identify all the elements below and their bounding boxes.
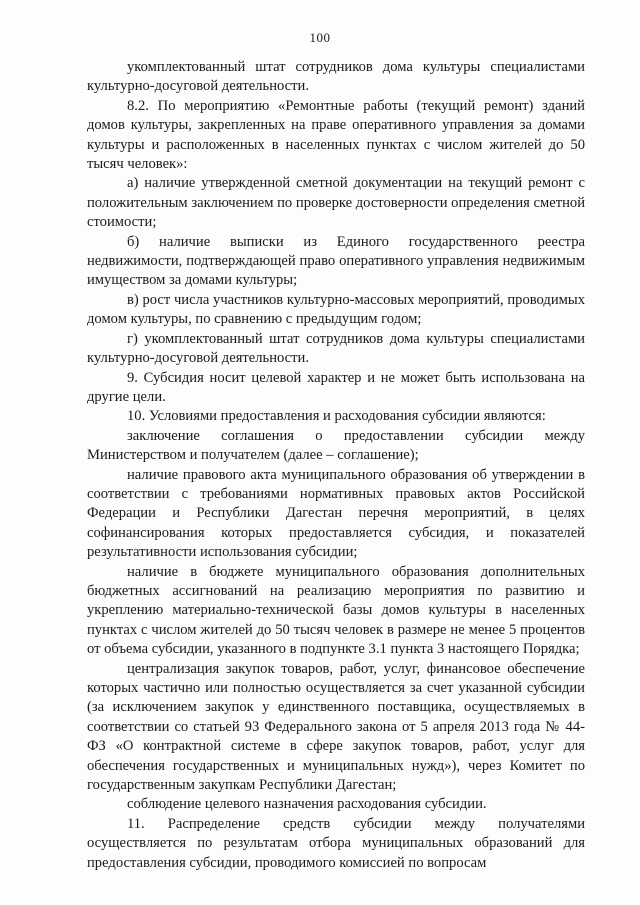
paragraph-item-a: а) наличие утвержденной сметной документации на текущий ремонт с положительным заключением по проверке достоверности определения сметной стоимости; bbox=[87, 175, 585, 231]
paragraph-continuation: укомплектованный штат сотрудников дома культуры специалистами культурно-досуговой деятельности. bbox=[87, 59, 585, 95]
paragraph-condition-procurement: централизация закупок товаров, работ, услуг, финансовое обеспечение которых частично или полностью осуществляется за счет указанной субсидии (за исключением закупок у единственного поставщика, осуществляемых в соответствии со статьей 93 Федерального закона от 5 апреля 2013 года № 44-ФЗ «О контрактной системе в сфере закупок товаров, работ, услуг для обеспечения государственных и муниципальных нужд»), через Комитет по государственным закупкам Республики Дагестан; bbox=[87, 660, 585, 794]
paragraph-8-2: 8.2. По мероприятию «Ремонтные работы (текущий ремонт) зданий домов культуры, закрепленных на праве оперативного управления за домами культуры и расположенных в населенных пунктах с числом жителей до 50 тысяч человек»: bbox=[87, 97, 585, 173]
paragraph-item-b: б) наличие выписки из Единого государственного реестра недвижимости, подтверждающей право оперативного управления недвижимым имуществом за домами культуры; bbox=[87, 233, 585, 289]
paragraph-item-v: в) рост числа участников культурно-массовых мероприятий, проводимых домом культуры, по сравнению с предыдущим годом; bbox=[87, 291, 585, 328]
paragraph-condition-agreement: заключение соглашения о предоставлении субсидии между Министерством и получателем (далее – соглашение); bbox=[87, 427, 585, 464]
paragraph-condition-target-use: соблюдение целевого назначения расходования субсидии. bbox=[127, 796, 487, 813]
paragraph-10: 10. Условиями предоставления и расходования субсидии являются: bbox=[127, 408, 546, 425]
paragraph-item-g: г) укомплектованный штат сотрудников дома культуры специалистами культурно-досуговой деятельности. bbox=[87, 330, 585, 367]
paragraph-condition-budget: наличие в бюджете муниципального образования дополнительных бюджетных ассигнований на реализацию мероприятия по развитию и укреплению материально-технической базы домов культуры в населенных пунктах с числом жителей до 50 тысяч человек в размере не менее 5 процентов от объема субсидии, указанного в подпункте 3.1 пункта 3 настоящего Порядка; bbox=[87, 563, 585, 658]
paragraph-condition-legal-act: наличие правового акта муниципального образования об утверждении в соответствии с требованиями нормативных правовых актов Российской Федерации и Республики Дагестан перечня мероприятий, в целях софинансирования которых предоставляется субсидия, и показателей результативности использования субсидии; bbox=[87, 466, 585, 561]
page-number: 100 bbox=[309, 30, 331, 45]
document-body bbox=[87, 58, 585, 873]
paragraph-9: 9. Субсидия носит целевой характер и не может быть использована на другие цели. bbox=[87, 369, 585, 405]
paragraph-11: 11. Распределение средств субсидии между получателями осуществляется по результатам отбора муниципальных образований для предоставления субсидии, проводимого комиссией по вопросам bbox=[87, 815, 585, 871]
